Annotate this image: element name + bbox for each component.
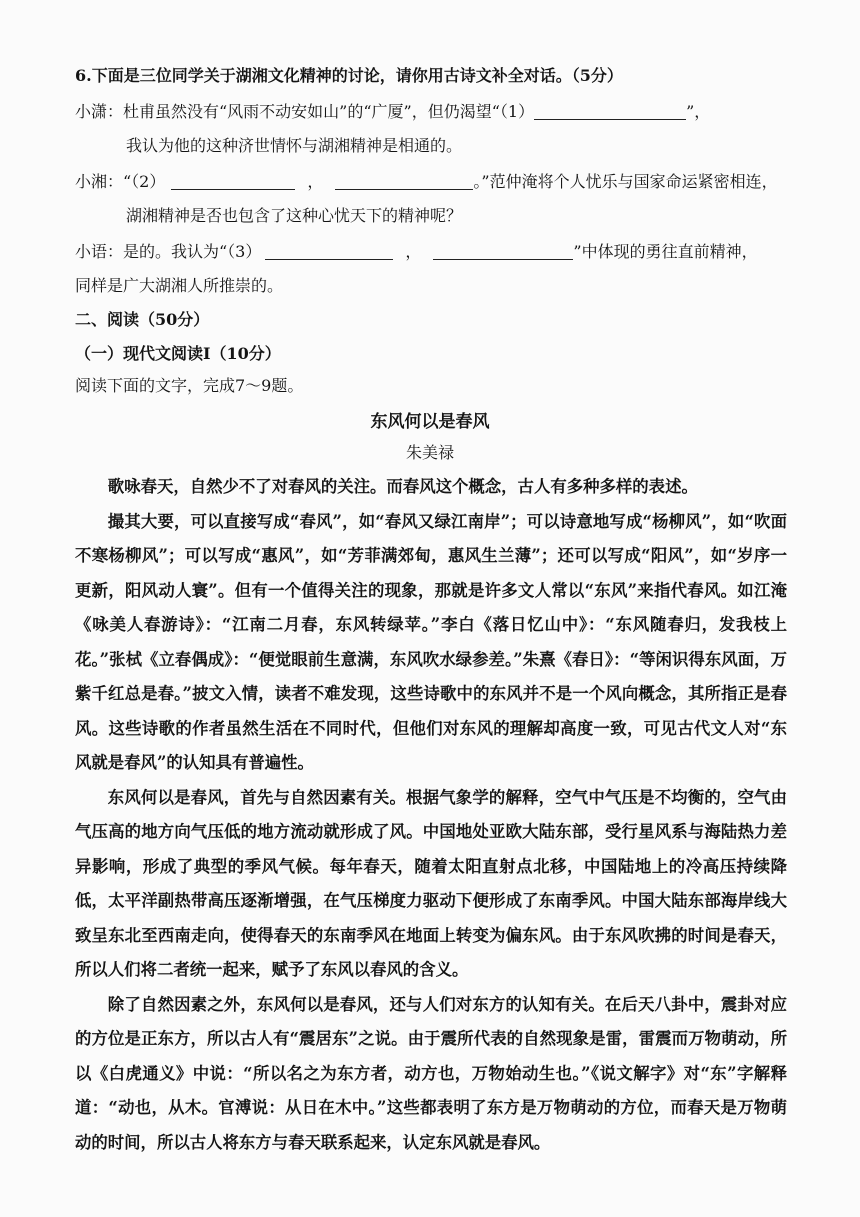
reading-instruction: 阅读下面的文字，完成7～9题。: [75, 376, 304, 395]
article-author: 朱美禄: [405, 443, 454, 462]
dialogue-text: 小语：是的。我认为“（3）: [75, 242, 262, 261]
dialogue-line-continued: 同样是广大湖湘人所推崇的。: [75, 276, 284, 295]
answer-blank-2b[interactable]: [335, 173, 473, 190]
answer-blank-1[interactable]: [534, 103, 686, 120]
dialogue-line-xiaoxiao: [75, 102, 710, 122]
article-paragraph: 撮其大要，可以直接写成“春风”，如“春风又绿江南岸”；可以诗意地写成“杨柳风”，如“吹面不寒杨柳风”；可以写成“惠风”，如“芳菲满郊甸，惠风生兰薄”；还可以写成“阳风”，如“岁序一更新，阳风动人寰”。但有一个值得关注的现象，那就是许多文人常以“东风”来指代春风。如江淹《咏美人春游诗》：“江南二月春，东风转绿苹。”李白《落日忆山中》：“东风随春归，发我枝上花。”张栻《立春偶成》：“便觉眼前生意满，东风吹水绿参差。”朱熹《春日》：“等闲识得东风面，万紫千红总是春。”披文入情，读者不难发现，这些诗歌中的东风并不是一个风向概念，其所指正是春风。这些诗歌的作者虽然生活在不同时代，但他们对东风的理解却高度一致，可见古代文人对“东风就是春风”的认知具有普遍性。: [75, 511, 787, 772]
dialogue-text: ”中体现的勇往直前精神，: [573, 242, 758, 261]
dialogue-line-xiaoyu: [75, 242, 758, 262]
answer-blank-2a[interactable]: [171, 173, 295, 190]
article-paragraph: 歌咏春天，自然少不了对春风的关注。而春风这个概念，古人有多种多样的表述。: [107, 477, 698, 496]
article-body: [75, 470, 787, 1160]
article-paragraph: 除了自然因素之外，东风何以是春风，还与人们对东方的认知有关。在后天八卦中，震卦对应的方位是正东方，所以古人有“震居东”之说。由于震所代表的自然现象是雷，雷震而万物萌动，所以《白虎通义》中说：“所以名之为东方者，动方也，万物始动生也。”《说文解字》对“东”字解释道：“动也，从木。官溥说：从日在木中。”这些都表明了东方是万物萌动的方位，而春天是万物萌动的时间，所以古人将东方与春天联系起来，认定东风就是春风。: [75, 994, 787, 1152]
article-title: 东风何以是春风: [370, 412, 490, 432]
dialogue-text: ，: [307, 172, 324, 191]
dialogue-text: 小湘：“（2）: [75, 172, 166, 191]
dialogue-text: 。”范仲淹将个人忧乐与国家命运紧密相连，: [473, 172, 778, 191]
question-6-title: 6.下面是三位同学关于湖湘文化精神的讨论，请你用古诗文补全对话。（5分）: [75, 66, 623, 85]
dialogue-line-xiaoxiang: [75, 172, 778, 192]
answer-blank-3b[interactable]: [433, 243, 573, 260]
section-2-title: 二、阅读（50分）: [75, 310, 210, 329]
dialogue-line-continued: 我认为他的这种济世情怀与湖湘精神是相通的。: [126, 136, 463, 155]
section-2-subtitle: （一）现代文阅读Ⅰ（10分）: [75, 344, 281, 363]
dialogue-text: ”，: [686, 102, 711, 121]
article-paragraph: 东风何以是春风，首先与自然因素有关。根据气象学的解释，空气中气压是不均衡的，空气由气压高的地方向气压低的地方流动就形成了风。中国地处亚欧大陆东部，受行星风系与海陆热力差异影响，形成了典型的季风气候。每年春天，随着太阳直射点北移，中国陆地上的冷高压持续降低，太平洋副热带高压逐渐增强，在气压梯度力驱动下便形成了东南季风。中国大陆东部海岸线大致呈东北至西南走向，使得春天的东南季风在地面上转变为偏东风。由于东风吹拂的时间是春天，所以人们将二者统一起来，赋予了东风以春风的含义。: [75, 787, 787, 979]
dialogue-line-continued: 湖湘精神是否也包含了这种心忧天下的精神呢？: [126, 206, 463, 225]
dialogue-text: ，: [405, 242, 422, 261]
answer-blank-3a[interactable]: [265, 243, 393, 260]
dialogue-text: 小潇：杜甫虽然没有“风雨不动安如山”的“广厦”，但仍渴望“（1）: [75, 102, 535, 121]
